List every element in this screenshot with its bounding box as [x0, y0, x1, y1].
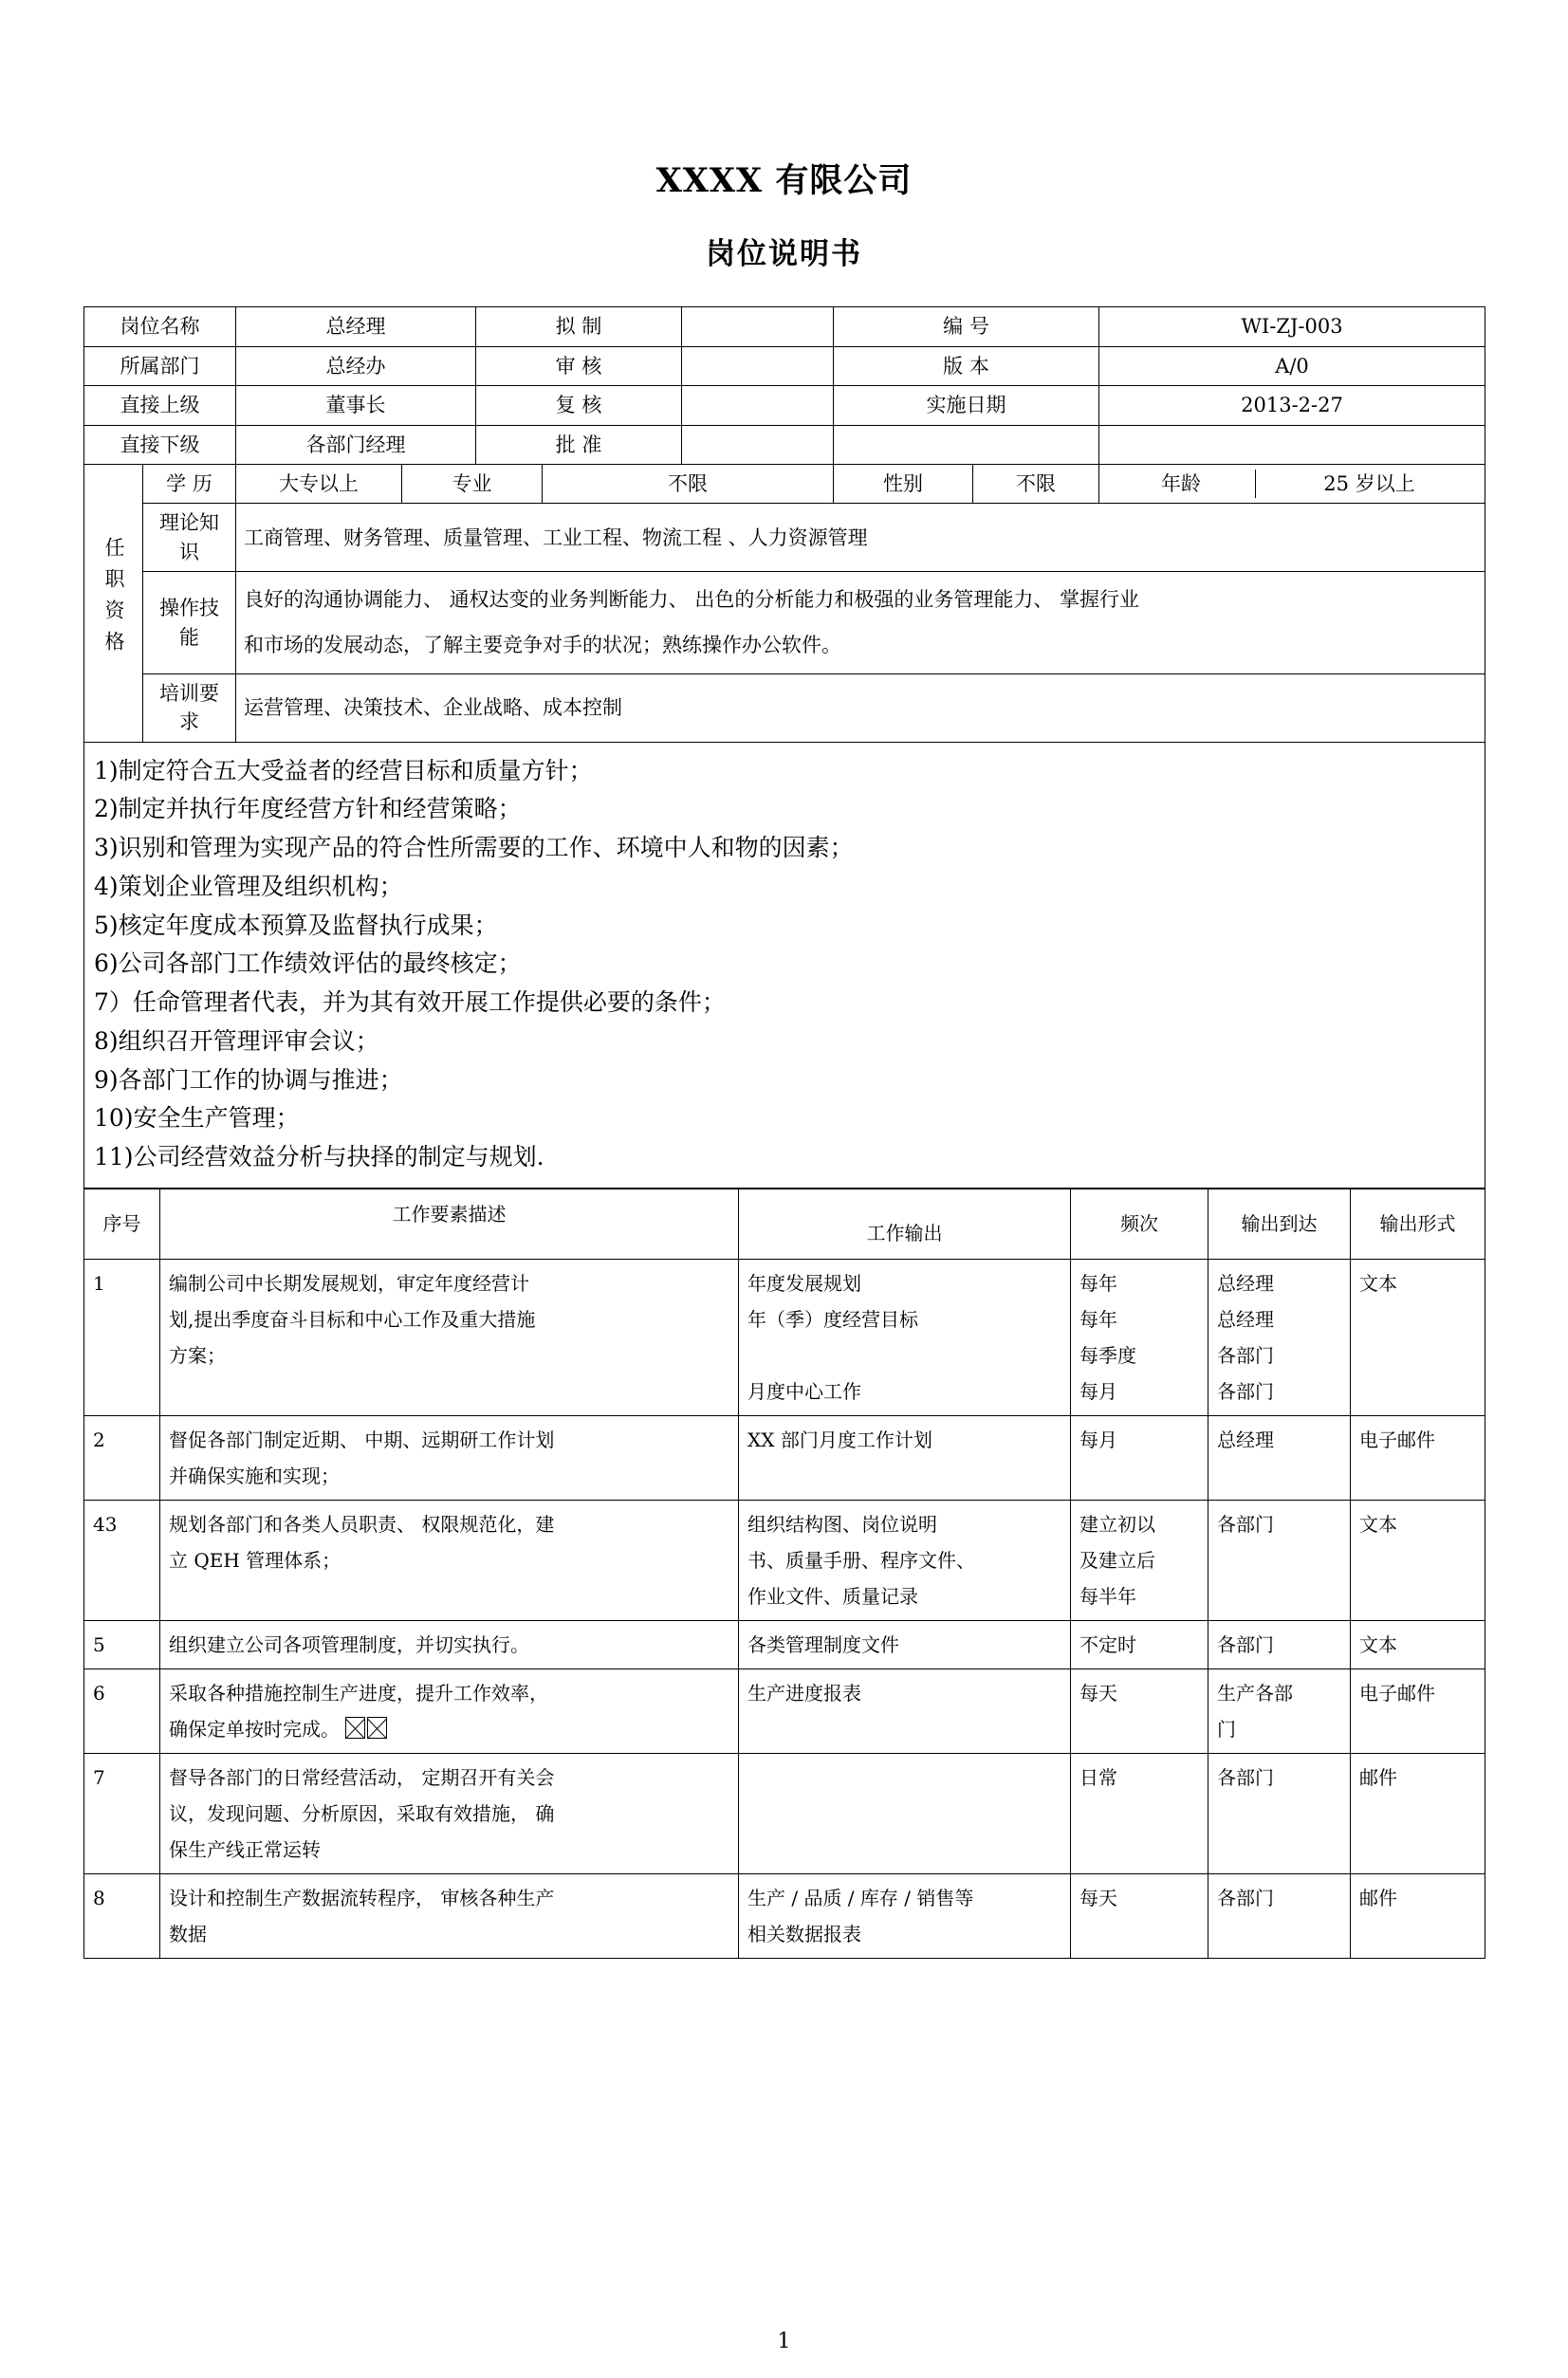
value-version: A/0 [1099, 346, 1485, 385]
cell-line: 每月 [1079, 1380, 1117, 1404]
cell-line: 划,提出季度奋斗目标和中心工作及重大措施 [169, 1308, 536, 1332]
cell-no: 2 [84, 1416, 160, 1501]
cell-line: 督促各部门制定近期、 中期、远期研工作计划 [169, 1429, 555, 1452]
cell-line: 组织建立公司各项管理制度，并切实执行。 [169, 1633, 529, 1657]
cell-line: 每天 [1079, 1682, 1117, 1705]
value-empty-1 [1099, 425, 1485, 464]
cell-line: 督导各部门的日常经营活动， 定期召开有关会 [169, 1766, 555, 1790]
cell-form [1351, 1260, 1485, 1416]
cell-line: 每年 [1079, 1308, 1117, 1332]
cell-line: 数据 [169, 1923, 207, 1946]
value-gender: 不限 [973, 464, 1099, 503]
value-training-requirement: 运营管理、决策技术、企业战略、成本控制 [236, 673, 1485, 742]
column-header-description-text: 工作要素描述 [392, 1203, 507, 1226]
label-empty-1 [834, 425, 1099, 464]
value-department: 总经办 [236, 346, 476, 385]
cell-no: 43 [84, 1501, 160, 1621]
label-training-requirement: 培训要求 [143, 673, 236, 742]
cell-line: 每天 [1079, 1887, 1117, 1910]
cell-output [739, 1416, 1071, 1501]
value-job-name: 总经理 [236, 307, 476, 346]
table-row [84, 1669, 1485, 1754]
table-row [84, 386, 1485, 425]
label-department: 所属部门 [84, 346, 236, 385]
cell-line: 文本 [1359, 1513, 1397, 1537]
cell-line: 议，发现问题、分析原因，采取有效措施， 确 [169, 1802, 555, 1826]
label-age: 年龄 [1161, 471, 1201, 495]
cell-line: 确保定单按时完成。 [169, 1711, 729, 1747]
cell-no: 5 [84, 1621, 160, 1669]
table-row [84, 1874, 1485, 1959]
cell-line: 日常 [1079, 1766, 1117, 1790]
cell-output [739, 1669, 1071, 1754]
cell-line: 月度中心工作 [747, 1380, 861, 1404]
label-major: 专业 [402, 464, 543, 503]
cell-no: 8 [84, 1874, 160, 1959]
value-reviewed-by [682, 346, 834, 385]
cell-line: 编制公司中长期发展规划，审定年度经营计 [169, 1272, 529, 1296]
table-row [84, 1754, 1485, 1874]
cell-description [160, 1754, 739, 1874]
cell-frequency [1071, 1669, 1208, 1754]
cell-line: 不定时 [1079, 1633, 1136, 1657]
cell-line: 规划各部门和各类人员职责、 权限规范化，建 [169, 1513, 555, 1537]
missing-glyph-box-icon [367, 1717, 387, 1739]
cell-output [739, 1621, 1071, 1669]
cell-line: 立 QEH 管理体系； [169, 1549, 341, 1573]
cell-frequency [1071, 1754, 1208, 1874]
cell-line: 总经理 [1217, 1429, 1274, 1452]
cell-frequency [1071, 1416, 1208, 1501]
cell-form [1351, 1501, 1485, 1621]
responsibilities-cell [84, 742, 1485, 1189]
value-theory-knowledge: 工商管理、财务管理、质量管理、工业工程、物流工程 、人力资源管理 [236, 504, 1485, 572]
cell-form [1351, 1669, 1485, 1754]
cell-destination [1208, 1669, 1351, 1754]
label-operation-skill: 操作技能 [143, 572, 236, 674]
column-header-destination: 输出到达 [1208, 1189, 1351, 1260]
cell-description [160, 1260, 739, 1416]
column-header-frequency: 频次 [1071, 1189, 1208, 1260]
list-item: 10)安全生产管理； [94, 1104, 300, 1133]
cell-line: 生产 / 品质 / 库存 / 销售等 [747, 1887, 974, 1910]
cell-line: 各部门 [1217, 1766, 1274, 1790]
cell-frequency [1071, 1874, 1208, 1959]
cell-line: 电子邮件 [1359, 1429, 1435, 1452]
cell-line: 总经理 [1217, 1272, 1274, 1296]
cell-destination [1208, 1501, 1351, 1621]
list-item: 3)识别和管理为实现产品的符合性所需要的工作、环境中人和物的因素； [94, 834, 854, 862]
cell-line: 门 [1217, 1718, 1236, 1742]
cell-frequency [1071, 1501, 1208, 1621]
cell-frequency [1071, 1621, 1208, 1669]
skill-line-2: 和市场的发展动态，了解主要竞争对手的状况；熟练操作办公软件。 [244, 633, 841, 656]
value-double-check [682, 386, 834, 425]
cell-output [739, 1754, 1071, 1874]
cell-line: 总经理 [1217, 1308, 1274, 1332]
cell-line: 各类管理制度文件 [747, 1633, 899, 1657]
cell-line: 年（季）度经营目标 [747, 1308, 918, 1332]
cell-description [160, 1501, 739, 1621]
task-table [83, 1188, 1485, 1959]
value-direct-subordinate: 各部门经理 [236, 425, 476, 464]
cell-line: 每月 [1079, 1429, 1117, 1452]
cell-line: 并确保实施和实现； [169, 1465, 340, 1488]
cell-destination [1208, 1621, 1351, 1669]
label-direct-superior: 直接上级 [84, 386, 236, 425]
label-gender: 性别 [834, 464, 973, 503]
column-header-form: 输出形式 [1351, 1189, 1485, 1260]
cell-line: 相关数据报表 [747, 1923, 861, 1946]
cell-destination [1208, 1260, 1351, 1416]
cell-description [160, 1669, 739, 1754]
cell-line: 每年 [1079, 1272, 1117, 1296]
value-operation-skill [236, 572, 1485, 674]
cell-description [160, 1874, 739, 1959]
value-doc-number: WI-ZJ-003 [1099, 307, 1485, 346]
column-header-output [739, 1189, 1071, 1260]
list-item: 8)组织召开管理评审会议； [94, 1026, 379, 1055]
label-version: 版 本 [834, 346, 1099, 385]
cell-form [1351, 1621, 1485, 1669]
list-item: 11)公司经营效益分析与抉择的制定与规划. [94, 1143, 544, 1171]
column-header-description [160, 1189, 739, 1260]
missing-glyph-box-icon [345, 1717, 365, 1739]
qualification-side-label-text: 任职资格 [102, 536, 125, 662]
cell-line: 文本 [1359, 1633, 1397, 1657]
table-row [84, 1260, 1485, 1416]
table-row [84, 1501, 1485, 1621]
label-direct-subordinate: 直接下级 [84, 425, 236, 464]
cell-line: 及建立后 [1079, 1549, 1155, 1573]
table-row [84, 346, 1485, 385]
column-header-no: 序号 [84, 1189, 160, 1260]
list-item: 1)制定符合五大受益者的经营目标和质量方针； [94, 756, 593, 784]
cell-line: 每半年 [1079, 1585, 1136, 1609]
table-row [84, 1416, 1485, 1501]
cell-description [160, 1416, 739, 1501]
list-item: 2)制定并执行年度经营方针和经营策略； [94, 795, 522, 823]
responsibilities-list [94, 752, 1475, 1177]
cell-line: 各部门 [1217, 1633, 1274, 1657]
value-major: 不限 [543, 464, 834, 503]
age-cell [1099, 464, 1485, 503]
qualification-skill-row [84, 572, 1485, 674]
value-direct-superior: 董事长 [236, 386, 476, 425]
value-age: 25 岁以上 [1256, 470, 1478, 498]
cell-line: 电子邮件 [1359, 1682, 1435, 1705]
cell-output [739, 1501, 1071, 1621]
qualification-education-row [84, 464, 1485, 503]
cell-line: 保生产线正常运转 [169, 1838, 321, 1862]
cell-line: 各部门 [1217, 1344, 1274, 1368]
cell-line: 各部门 [1217, 1513, 1274, 1537]
cell-line: 各部门 [1217, 1380, 1274, 1404]
responsibilities-row [84, 742, 1485, 1189]
cell-frequency [1071, 1260, 1208, 1416]
cell-output [739, 1260, 1071, 1416]
label-double-check: 复 核 [476, 386, 682, 425]
cell-destination [1208, 1874, 1351, 1959]
label-approved-by: 批 准 [476, 425, 682, 464]
cell-line [747, 1337, 1061, 1373]
column-header-output-text: 工作输出 [866, 1222, 943, 1245]
cell-line: 文本 [1359, 1272, 1397, 1296]
cell-form [1351, 1874, 1485, 1959]
label-doc-number: 编 号 [834, 307, 1099, 346]
value-drafted-by [682, 307, 834, 346]
list-item: 9)各部门工作的协调与推进； [94, 1065, 403, 1094]
cell-line: 设计和控制生产数据流转程序， 审核各种生产 [169, 1887, 555, 1910]
qualification-training-row [84, 673, 1485, 742]
cell-destination [1208, 1754, 1351, 1874]
label-theory-knowledge: 理论知识 [143, 504, 236, 572]
company-title: XXXX 有限公司 [655, 161, 913, 200]
cell-line: 各部门 [1217, 1887, 1274, 1910]
cell-description [160, 1621, 739, 1669]
cell-line: 方案； [169, 1344, 226, 1368]
label-education: 学 历 [143, 464, 236, 503]
label-effective-date: 实施日期 [834, 386, 1099, 425]
cell-form [1351, 1416, 1485, 1501]
skill-line-1: 良好的沟通协调能力、 通权达变的业务判断能力、 出色的分析能力和极强的业务管理能力、 掌握行业 [244, 588, 1140, 612]
task-table-header-row [84, 1189, 1485, 1260]
value-approved-by [682, 425, 834, 464]
table-row [84, 425, 1485, 464]
qualification-side-label [84, 464, 143, 742]
cell-line: 每季度 [1079, 1344, 1136, 1368]
page-title: 岗位说明书 [706, 237, 862, 271]
value-effective-date: 2013-2-27 [1099, 386, 1485, 425]
cell-line: 组织结构图、岗位说明 [747, 1513, 937, 1537]
cell-no: 6 [84, 1669, 160, 1754]
list-item: 4)策划企业管理及组织机构； [94, 872, 403, 900]
list-item: 7）任命管理者代表，并为其有效开展工作提供必要的条件； [94, 988, 726, 1017]
cell-line: 邮件 [1359, 1766, 1397, 1790]
list-item: 6)公司各部门工作绩效评估的最终核定； [94, 949, 522, 978]
cell-line: 生产进度报表 [747, 1682, 861, 1705]
qualification-theory-row [84, 504, 1485, 572]
cell-output [739, 1874, 1071, 1959]
table-row [84, 1621, 1485, 1669]
cell-line: 作业文件、质量记录 [747, 1585, 918, 1609]
cell-line: 书、质量手册、程序文件、 [747, 1549, 975, 1573]
cell-line: XX 部门月度工作计划 [747, 1429, 932, 1452]
cell-no: 1 [84, 1260, 160, 1416]
job-header-table [83, 306, 1485, 1189]
label-drafted-by: 拟 制 [476, 307, 682, 346]
cell-no: 7 [84, 1754, 160, 1874]
task-table-body [84, 1260, 1485, 1959]
cell-line: 建立初以 [1079, 1513, 1155, 1537]
label-reviewed-by: 审 核 [476, 346, 682, 385]
cell-line: 邮件 [1359, 1887, 1397, 1910]
cell-line: 年度发展规划 [747, 1272, 861, 1296]
cell-line: 采取各种措施控制生产进度，提升工作效率， [169, 1682, 548, 1705]
cell-form [1351, 1754, 1485, 1874]
label-job-name: 岗位名称 [84, 307, 236, 346]
cell-line [747, 1760, 1061, 1796]
page-number: 1 [777, 2330, 791, 2353]
value-education: 大专以上 [236, 464, 402, 503]
table-row [84, 307, 1485, 346]
cell-line: 生产各部 [1217, 1682, 1293, 1705]
list-item: 5)核定年度成本预算及监督执行成果； [94, 911, 498, 939]
cell-destination [1208, 1416, 1351, 1501]
document-page [0, 161, 1568, 2378]
